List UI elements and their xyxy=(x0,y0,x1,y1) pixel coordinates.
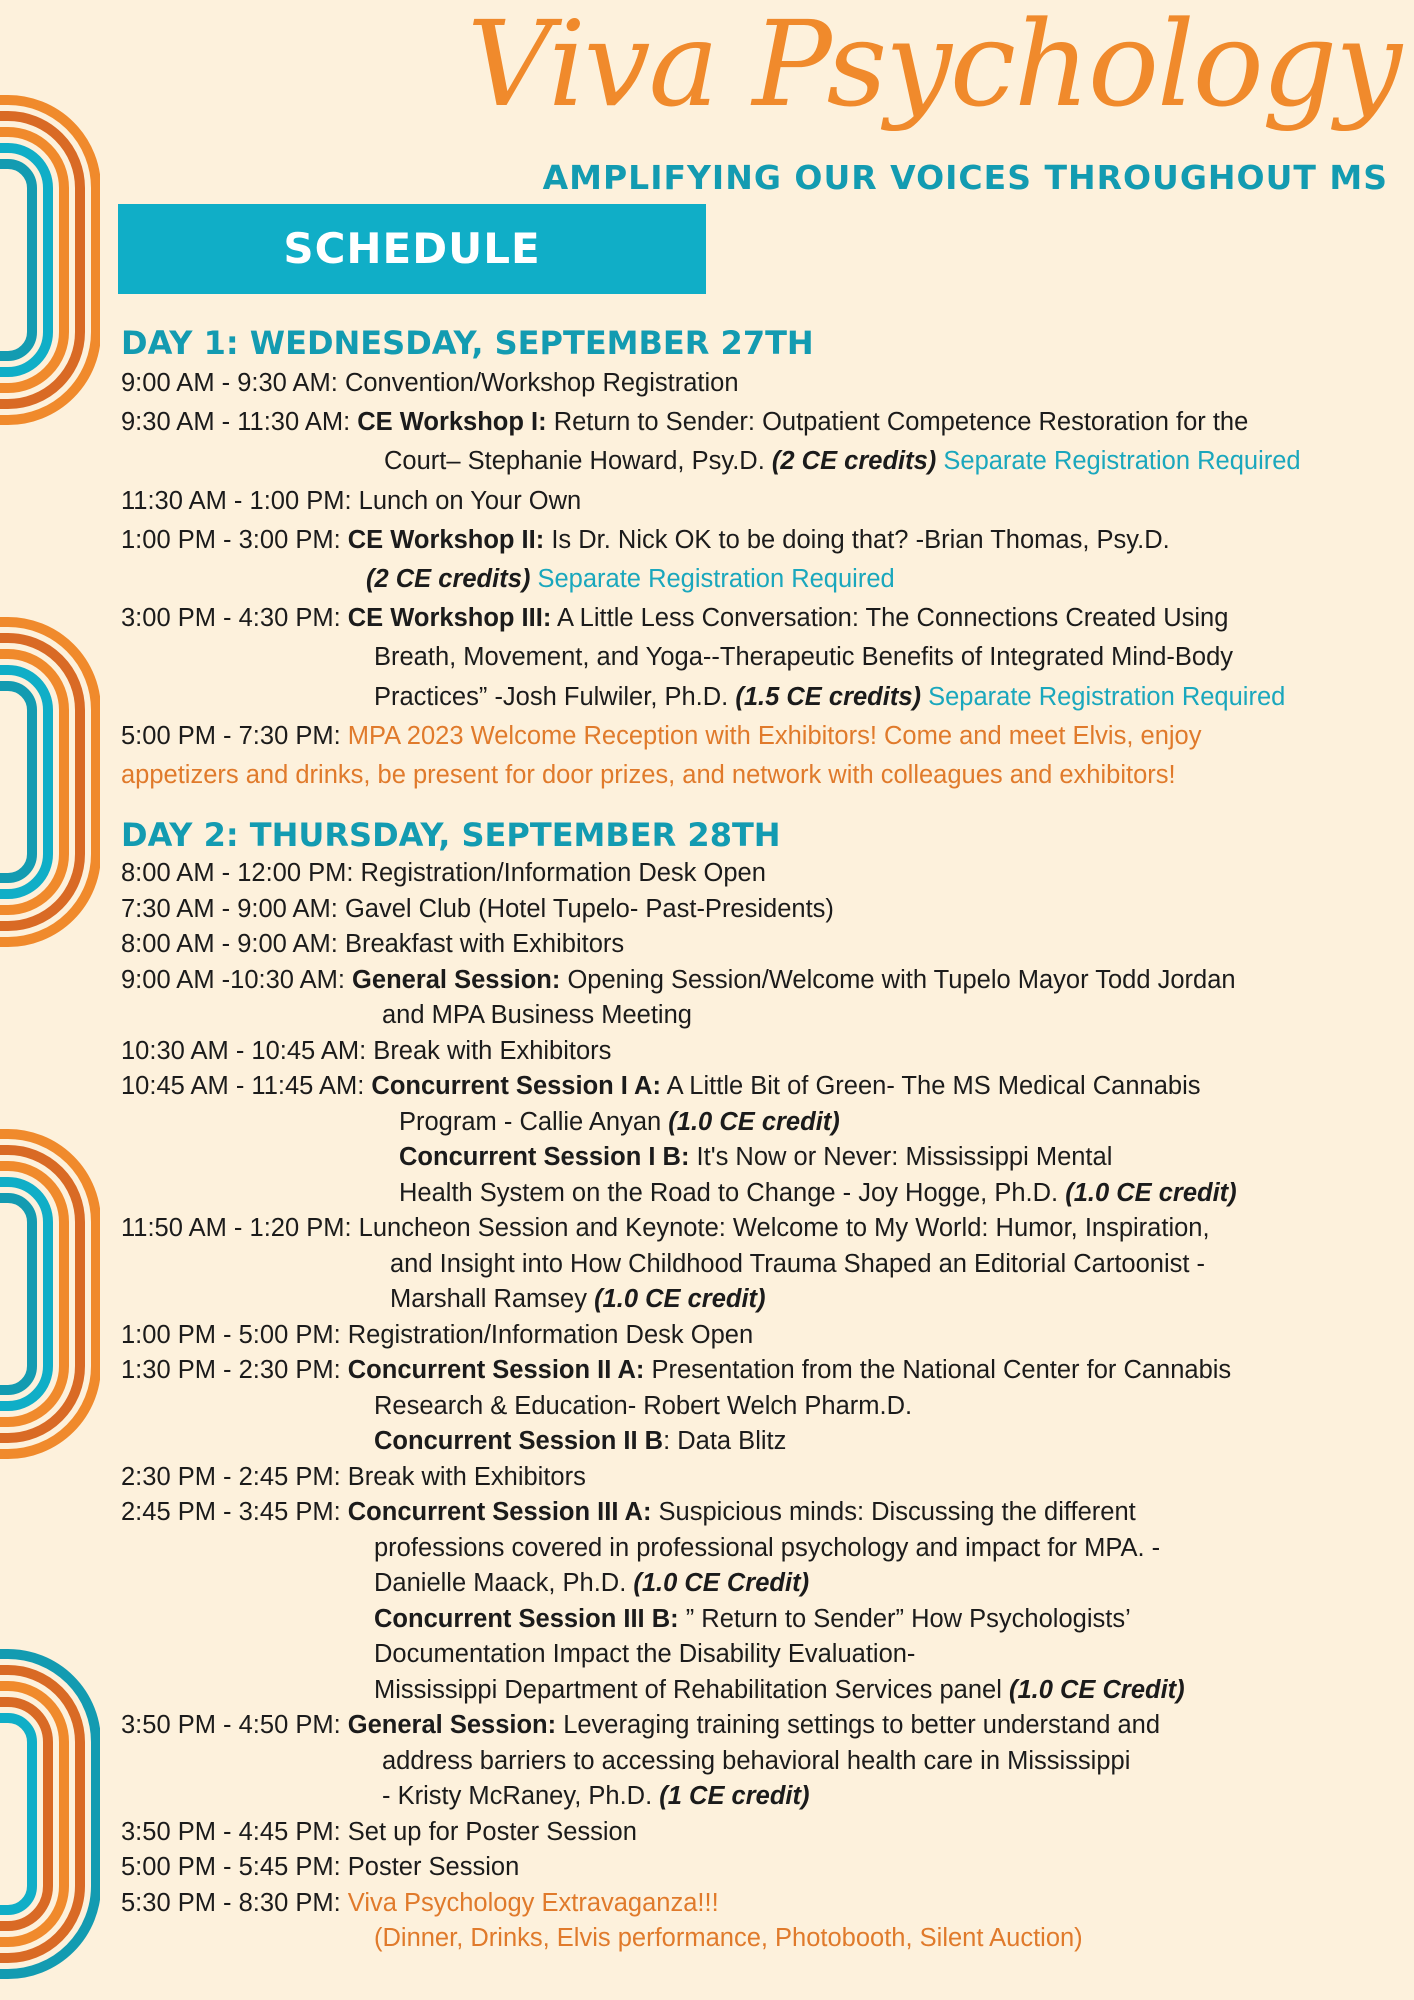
schedule-text: 10:30 AM - 10:45 AM: Break with Exhibitors xyxy=(121,1036,612,1065)
day-1-heading: DAY 1: WEDNESDAY, SEPTEMBER 27TH xyxy=(121,324,814,362)
ce-credit-label: (1.0 CE credit) xyxy=(668,1107,840,1136)
schedule-line xyxy=(121,1850,1411,1886)
schedule-line xyxy=(121,892,1411,928)
day-2-heading: DAY 2: THURSDAY, SEPTEMBER 28TH xyxy=(121,816,781,854)
schedule-line xyxy=(121,1779,1411,1815)
schedule-line xyxy=(121,482,1411,521)
schedule-line xyxy=(121,1637,1411,1673)
session-label: Concurrent Session II A: xyxy=(347,1356,645,1384)
schedule-text: 5:00 PM - 5:45 PM: Poster Session xyxy=(121,1853,520,1881)
schedule-line xyxy=(121,998,1411,1034)
schedule-text: Presentation from the National Center for Cannabis xyxy=(644,1356,1232,1384)
schedule-line xyxy=(121,1744,1411,1780)
day-1-schedule-lines xyxy=(121,364,1411,795)
schedule-line xyxy=(121,1531,1411,1567)
day-1-section xyxy=(121,322,1411,795)
schedule-text: 2:30 PM - 2:45 PM: Break with Exhibitors xyxy=(121,1462,586,1491)
schedule-line xyxy=(121,364,1411,403)
schedule-text: Suspicious minds: Discussing the different xyxy=(651,1498,1136,1526)
schedule-line xyxy=(121,403,1411,442)
ce-credit-label: (1.5 CE credits) xyxy=(735,682,922,711)
schedule-text: 8:00 AM - 12:00 PM: Registration/Information Desk Open xyxy=(121,859,766,887)
registration-note: Separate Registration Required xyxy=(928,682,1286,711)
schedule-line xyxy=(121,442,1411,481)
schedule-line xyxy=(121,678,1411,717)
schedule-text: MPA 2023 Welcome Reception with Exhibitors! Come and meet Elvis, enjoy xyxy=(347,721,1202,750)
schedule-text: professions covered in professional psychology and impact for MPA. - xyxy=(374,1533,1161,1562)
schedule-text: appetizers and drinks, be present for door prizes, and network with colleagues and exhibitors! xyxy=(121,761,1176,790)
session-label: Concurrent Session III A: xyxy=(347,1498,652,1526)
schedule-text: 8:00 AM - 9:00 AM: Breakfast with Exhibitors xyxy=(121,930,625,958)
schedule-line xyxy=(121,963,1411,999)
schedule-text: 1:00 PM - 5:00 PM: Registration/Information Desk Open xyxy=(121,1320,754,1349)
schedule-line xyxy=(121,1247,1411,1283)
ce-credit-label: (2 CE credits) xyxy=(771,447,937,476)
schedule-text: Danielle Maack, Ph.D. xyxy=(374,1569,634,1597)
schedule-text: Research & Education- Robert Welch Pharm.D. xyxy=(374,1391,913,1420)
schedule-line xyxy=(121,521,1411,560)
schedule-text: (Dinner, Drinks, Elvis performance, Photobooth, Silent Auction) xyxy=(374,1924,1083,1952)
schedule-banner-label: SCHEDULE xyxy=(283,224,541,273)
schedule-line xyxy=(121,560,1411,599)
schedule-text: 9:30 AM - 11:30 AM: xyxy=(121,408,358,437)
schedule-line xyxy=(121,1353,1411,1389)
schedule-line xyxy=(121,927,1411,963)
retro-stripes-decoration-1 xyxy=(0,90,100,430)
schedule-text: : Data Blitz xyxy=(663,1427,787,1455)
schedule-text: Mississippi Department of Rehabilitation Services panel xyxy=(374,1675,1009,1704)
schedule-line xyxy=(121,1069,1411,1105)
schedule-line xyxy=(121,1708,1411,1744)
schedule-text: 5:00 PM - 7:30 PM: xyxy=(121,721,348,750)
day-2-schedule-lines xyxy=(121,856,1411,1957)
schedule-line xyxy=(121,1105,1411,1141)
schedule-text: 7:30 AM - 9:00 AM: Gavel Club (Hotel Tupelo- Past-Presidents) xyxy=(121,894,834,923)
schedule-line xyxy=(121,1282,1411,1318)
schedule-banner xyxy=(118,204,706,294)
day-2-section xyxy=(121,814,1411,1957)
ce-credit-label: (1.0 CE credit) xyxy=(1065,1178,1237,1207)
schedule-line xyxy=(121,599,1411,638)
ce-credit-label: (1.0 CE credit) xyxy=(594,1285,766,1313)
schedule-text: ” Return to Sender” How Psychologists’ xyxy=(678,1604,1131,1633)
schedule-text: and MPA Business Meeting xyxy=(382,1001,692,1029)
ce-credit-label: (1 CE credit) xyxy=(659,1782,810,1810)
schedule-line xyxy=(121,1460,1411,1496)
retro-stripes-decoration-3 xyxy=(0,1124,100,1464)
schedule-text: 3:50 PM - 4:50 PM: xyxy=(121,1711,348,1739)
schedule-line xyxy=(121,1815,1411,1851)
schedule-text: Opening Session/Welcome with Tupelo Mayor Todd Jordan xyxy=(560,965,1236,994)
schedule-text: 1:30 PM - 2:30 PM: xyxy=(121,1356,348,1384)
schedule-text: Breath, Movement, and Yoga--Therapeutic Benefits of Integrated Mind-Body xyxy=(374,643,1234,672)
schedule-text: Is Dr. Nick OK to be doing that? -Brian Thomas, Psy.D. xyxy=(544,525,1170,554)
schedule-line xyxy=(121,638,1411,677)
session-label: Concurrent Session II B xyxy=(374,1427,664,1455)
schedule-text: 5:30 PM - 8:30 PM: xyxy=(121,1888,348,1917)
schedule-line xyxy=(121,756,1411,795)
session-label: CE Workshop I: xyxy=(357,408,547,437)
session-label: Concurrent Session I B: xyxy=(399,1143,690,1171)
ce-credit-label: (1.0 CE Credit) xyxy=(1008,1675,1185,1704)
schedule-line xyxy=(121,1602,1411,1638)
schedule-line xyxy=(121,717,1411,756)
registration-note: Separate Registration Required xyxy=(943,447,1301,476)
schedule-text: 11:50 AM - 1:20 PM: Luncheon Session and Keynote: Welcome to My World: Humor, Inspiration, xyxy=(121,1214,1210,1242)
schedule-text: Leveraging training settings to better understand and xyxy=(556,1711,1161,1739)
schedule-text: Court– Stephanie Howard, Psy.D. xyxy=(384,447,772,476)
schedule-line xyxy=(121,1566,1411,1602)
schedule-line xyxy=(121,1886,1411,1922)
session-label: CE Workshop II: xyxy=(347,525,545,554)
schedule-text: Marshall Ramsey xyxy=(390,1285,595,1313)
ce-credit-label: (1.0 CE Credit) xyxy=(633,1569,810,1597)
schedule-text: 9:00 AM - 9:30 AM: Convention/Workshop Registration xyxy=(121,369,739,397)
schedule-line xyxy=(121,1495,1411,1531)
schedule-text: Documentation Impact the Disability Evaluation- xyxy=(374,1640,916,1668)
event-title: Viva Psychology xyxy=(467,0,1400,133)
session-label: CE Workshop III: xyxy=(347,604,552,633)
schedule-text: 3:00 PM - 4:30 PM: xyxy=(121,604,348,633)
schedule-text: 3:50 PM - 4:45 PM: Set up for Poster Session xyxy=(121,1817,637,1846)
schedule-text: Viva Psychology Extravaganza!!! xyxy=(347,1888,719,1917)
schedule-text: A Little Less Conversation: The Connections Created Using xyxy=(551,604,1229,633)
schedule-text: and Insight into How Childhood Trauma Shaped an Editorial Cartoonist - xyxy=(390,1249,1206,1278)
schedule-text: 1:00 PM - 3:00 PM: xyxy=(121,525,348,554)
retro-stripes-decoration-4 xyxy=(0,1644,100,1984)
registration-note: Separate Registration Required xyxy=(537,565,895,594)
session-label: Concurrent Session I A: xyxy=(371,1072,661,1100)
schedule-line xyxy=(121,1211,1411,1247)
schedule-text: 2:45 PM - 3:45 PM: xyxy=(121,1498,348,1526)
schedule-text: 11:30 AM - 1:00 PM: Lunch on Your Own xyxy=(121,486,582,515)
schedule-line xyxy=(121,1176,1411,1212)
schedule-line xyxy=(121,1921,1411,1957)
schedule-text: Return to Sender: Outpatient Competence Restoration for the xyxy=(546,408,1249,437)
session-label: General Session: xyxy=(352,965,561,994)
schedule-line xyxy=(121,856,1411,892)
schedule-line xyxy=(121,1034,1411,1070)
schedule-line xyxy=(121,1389,1411,1425)
schedule-text: Program - Callie Anyan xyxy=(399,1107,669,1136)
schedule-text: Health System on the Road to Change - Joy Hogge, Ph.D. xyxy=(399,1178,1066,1207)
session-label: Concurrent Session III B: xyxy=(374,1604,679,1633)
event-tagline: AMPLIFYING OUR VOICES THROUGHOUT MS xyxy=(542,158,1388,197)
schedule-text: A Little Bit of Green- The MS Medical Cannabis xyxy=(660,1072,1201,1100)
schedule-text: Practices” -Josh Fulwiler, Ph.D. xyxy=(374,682,736,711)
schedule-text: It's Now or Never: Mississippi Mental xyxy=(689,1143,1113,1171)
schedule-text: - Kristy McRaney, Ph.D. xyxy=(382,1782,660,1810)
session-label: General Session: xyxy=(347,1711,557,1739)
retro-stripes-decoration-2 xyxy=(0,612,100,952)
ce-credit-label: (2 CE credits) xyxy=(366,565,531,594)
schedule-text: 10:45 AM - 11:45 AM: xyxy=(121,1072,372,1100)
schedule-text: address barriers to accessing behavioral health care in Mississippi xyxy=(382,1746,1131,1775)
schedule-line xyxy=(121,1424,1411,1460)
schedule-line xyxy=(121,1318,1411,1354)
schedule-text: 9:00 AM -10:30 AM: xyxy=(121,965,353,994)
schedule-line xyxy=(121,1140,1411,1176)
schedule-line xyxy=(121,1673,1411,1709)
